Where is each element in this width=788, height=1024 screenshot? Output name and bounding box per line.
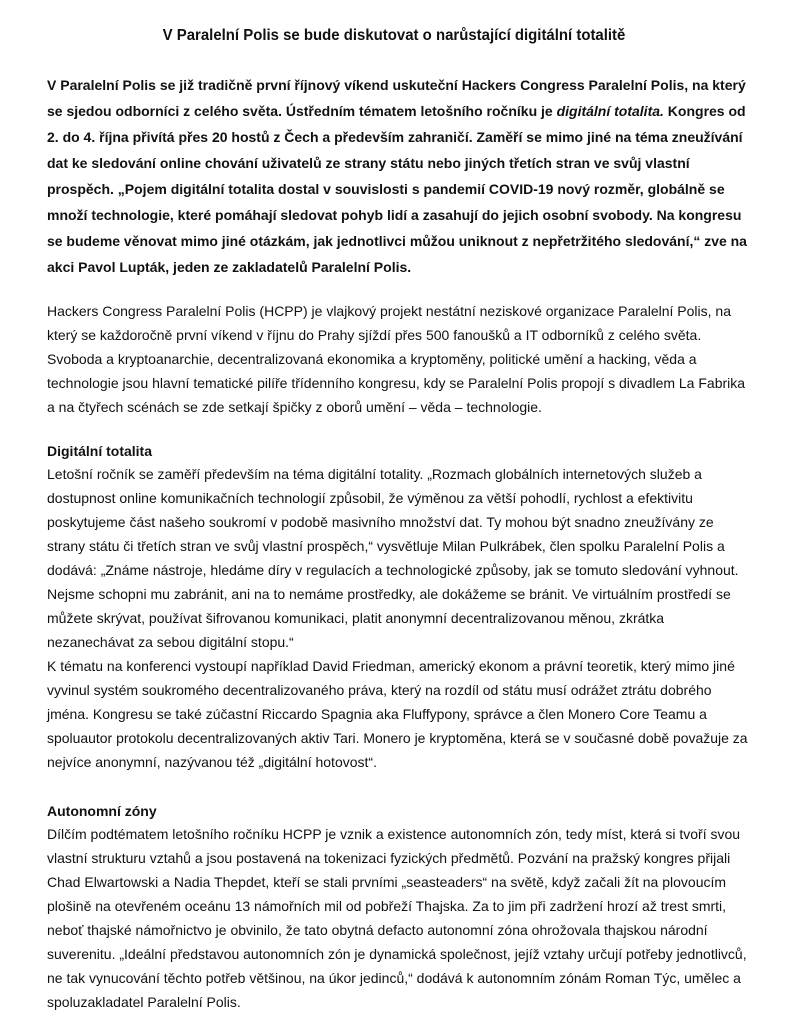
- section-line: plošině na otevřeném oceánu 13 námořních mil od pobřeží Thajska. Za to jim při zadržení hrozí až trest smrti,: [47, 898, 727, 914]
- section-line: nejvíce anonymní, nazývanou též „digitální hotovost“.: [47, 754, 377, 770]
- lead-line: dat ke sledování online chování uživatelů ze strany státu nebo jiných třetích stran ve svůj vlastní: [47, 155, 690, 171]
- intro-line: a na čtyřech scénách se zde setkají špičky z oborů umění – věda – technologie.: [47, 399, 542, 415]
- section-line: vyvinul systém soukromého decentralizovaného práva, který na rozdíl od státu musí odrážet ztrátu dobrého: [47, 682, 712, 698]
- section-line: nezanechávat za sebou digitální stopu.“: [47, 634, 294, 650]
- section-line: spoluautor protokolu decentralizovaných aktiv Tari. Monero je kryptoměna, která se v současné době považuje za: [47, 730, 748, 746]
- lead-line: prospěch. „Pojem digitální totalita dostal v souvislosti s pandemií COVID-19 nový rozměr, globálně se: [47, 181, 725, 197]
- section-line: Dílčím podtématem letošního ročníku HCPP je vznik a existence autonomních zón, tedy míst, která si tvoří svou: [47, 826, 741, 842]
- section-heading: Digitální totalita: [47, 443, 152, 459]
- lead-line: se budeme věnovat mimo jiné otázkám, jak jednotlivci můžou uniknout z nepřetržitého sledování,“ zve na: [47, 233, 747, 249]
- section-line: poskytujeme část našeho soukromí v podobě masivního množství dat. Ty mohou být snadno zneužívány ze: [47, 514, 714, 530]
- section-line: Chad Elwartowski a Nadia Thepdet, kteří se stali prvními „seasteaders“ na světě, když začali žít na plovoucím: [47, 874, 727, 890]
- section-line: K tématu na konferenci vystoupí například David Friedman, americký ekonom a právní teoretik, který mimo jiné: [47, 658, 735, 674]
- lead-italic-term: digitální totalita.: [556, 103, 664, 119]
- intro-line: Hackers Congress Paralelní Polis (HCPP) je vlajkový projekt nestátní neziskové organizace Paralelní Polis, na: [47, 303, 731, 319]
- section-line: strany státu či třetích stran ve svůj vlastní prospěch,“ vysvětluje Milan Pulkrábek, člen spolku Paralelní Polis a: [47, 538, 725, 554]
- section-line: Nejsme schopni mu zabránit, ani na to nemáme prostředky, ale dokážeme se bránit. Ve virtuálním prostředí se: [47, 586, 731, 602]
- section-line: dodává: „Známe nástroje, hledáme díry v regulacích a technologické způsoby, jak se tomuto sledování vyhnout.: [47, 562, 739, 578]
- section-line: dostupnost online komunikačních technologií způsobil, že výměnou za větší pohodlí, rychlost a efektivitu: [47, 490, 693, 506]
- section-line: spoluzakladatel Paralelní Polis.: [47, 994, 241, 1010]
- section-line: vlastní strukturu vztahů a jsou postavená na tokenizaci fyzických předmětů. Pozvání na pražský kongres přijali: [47, 850, 731, 866]
- page-title: V Paralelní Polis se bude diskutovat o narůstající digitální totalitě: [162, 27, 626, 44]
- section-line: neboť thajské námořnictvo je obvinilo, že tato obytná defacto autonomní zóna ohrožovala thajskou národní: [47, 922, 708, 938]
- intro-line: který se každoročně první víkend v říjnu do Prahy sjíždí přes 500 fanoušků a IT odborníků z celého světa.: [47, 327, 702, 343]
- section-line: můžete skrývat, používat šifrovanou komunikaci, platit anonymní decentralizovanou měnou, zkrátka: [47, 610, 665, 626]
- section-line: Letošní ročník se zaměří především na téma digitální totality. „Rozmach globálních internetových služeb a: [47, 466, 702, 482]
- section-line: suverenitu. „Ideální představou autonomních zón je dynamická společnost, jejíž vztahy určují potřeby jednotlivců,: [47, 946, 747, 962]
- intro-line: technologie jsou hlavní tematické pilíře třídenního kongresu, kdy se Paralelní Polis propojí s divadlem La Fabrika: [47, 375, 746, 391]
- lead-line: množí technologie, které pomáhají sledovat pohyb lidí a zasahují do jejich osobní svobody. Na kongresu: [47, 207, 742, 223]
- section-line: ne tak vynucování těchto potřeb většinou, na úkor jedinců,“ dodává k autonomním zónám Roman Týc, umělec a: [47, 970, 741, 986]
- lead-line: 2. do 4. října přivítá přes 20 hostů z Čech a především zahraničí. Zaměří se mimo jiné na téma zneužívání: [47, 129, 743, 145]
- intro-line: Svoboda a kryptoanarchie, decentralizovaná ekonomika a kryptoměny, politické umění a hacking, věda a: [47, 351, 697, 367]
- lead-line: akci Pavol Lupták, jeden ze zakladatelů Paralelní Polis.: [47, 259, 412, 275]
- section-line: jména. Kongresu se také zúčastní Riccardo Spagnia aka Fluffypony, správce a člen Monero Core Teamu a: [47, 706, 707, 722]
- lead-line: V Paralelní Polis se již tradičně první říjnový víkend uskuteční Hackers Congress Paralelní Polis, na který: [47, 77, 746, 93]
- section-heading: Autonomní zóny: [47, 803, 157, 819]
- lead-line: se sjedou odborníci z celého světa. Ústředním tématem letošního ročníku je digitální totalita. Kongres od: [47, 103, 746, 119]
